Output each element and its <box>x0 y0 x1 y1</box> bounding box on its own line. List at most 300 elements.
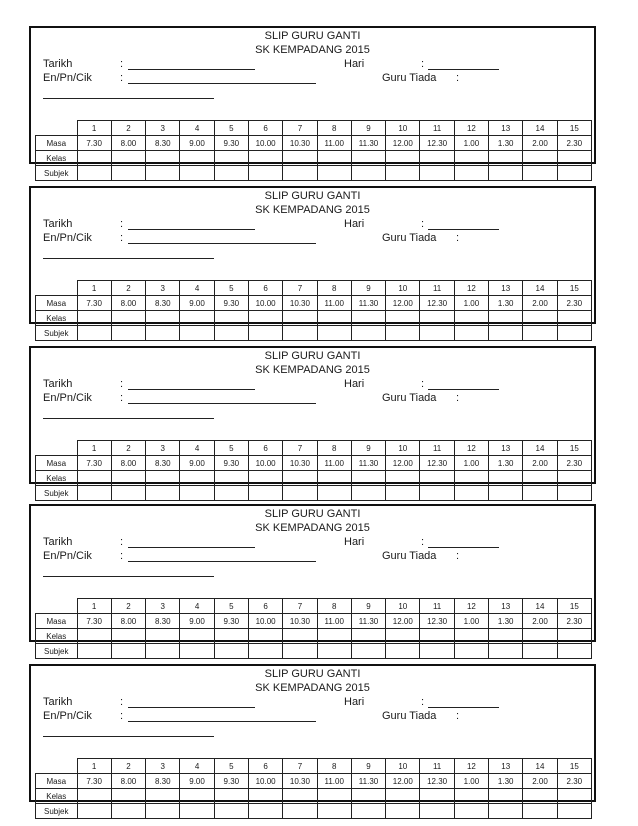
subject-cell[interactable] <box>557 644 591 659</box>
period-time: 2.00 <box>523 296 557 311</box>
subject-cell[interactable] <box>248 326 282 341</box>
class-cell[interactable] <box>283 151 317 166</box>
class-cell[interactable] <box>248 789 282 804</box>
time-row-label: Masa <box>36 136 78 151</box>
period-number: 6 <box>248 281 282 296</box>
substitute-slip-4 <box>29 504 596 656</box>
subject-cell[interactable] <box>489 644 523 659</box>
absent-teacher-label: Guru Tiada <box>382 72 437 84</box>
subject-cell[interactable] <box>180 166 214 181</box>
subject-cell[interactable] <box>523 326 557 341</box>
subject-cell[interactable] <box>420 644 454 659</box>
period-time: 8.00 <box>111 296 145 311</box>
class-cell[interactable] <box>489 629 523 644</box>
subject-cell[interactable] <box>283 644 317 659</box>
day-colon: : <box>421 58 425 70</box>
period-time: 1.30 <box>489 136 523 151</box>
period-time: 11.30 <box>351 614 385 629</box>
subject-cell[interactable] <box>283 326 317 341</box>
name-label: En/Pn/Cik <box>43 72 92 84</box>
subject-cell[interactable] <box>283 804 317 819</box>
time-row <box>36 296 592 311</box>
class-cell[interactable] <box>214 311 248 326</box>
period-number: 9 <box>351 599 385 614</box>
class-cell[interactable] <box>557 311 591 326</box>
subject-cell[interactable] <box>283 166 317 181</box>
class-cell[interactable] <box>317 471 351 486</box>
subject-cell[interactable] <box>351 486 385 501</box>
subject-cell[interactable] <box>77 486 111 501</box>
day-label: Hari <box>344 536 365 548</box>
class-cell[interactable] <box>180 311 214 326</box>
date-label: Tarikh <box>43 218 73 230</box>
period-time: 12.30 <box>420 296 454 311</box>
subject-cell[interactable] <box>77 326 111 341</box>
subject-cell[interactable] <box>386 644 420 659</box>
period-time: 9.30 <box>214 774 248 789</box>
period-number: 10 <box>386 121 420 136</box>
subject-cell[interactable] <box>523 486 557 501</box>
absent-teacher-label: Guru Tiada <box>382 232 437 244</box>
period-time: 12.30 <box>420 136 454 151</box>
date-label: Tarikh <box>43 696 73 708</box>
class-row <box>36 629 592 644</box>
class-cell[interactable] <box>111 311 145 326</box>
name-field[interactable] <box>128 561 316 562</box>
date-field[interactable] <box>128 547 255 548</box>
period-number: 2 <box>111 441 145 456</box>
subject-cell[interactable] <box>351 644 385 659</box>
subject-cell[interactable] <box>77 166 111 181</box>
class-row-label: Kelas <box>36 151 78 166</box>
period-number: 4 <box>180 759 214 774</box>
class-cell[interactable] <box>489 311 523 326</box>
class-cell[interactable] <box>489 471 523 486</box>
subject-cell[interactable] <box>146 486 180 501</box>
subject-cell[interactable] <box>420 326 454 341</box>
period-number: 12 <box>454 759 488 774</box>
subject-cell[interactable] <box>523 644 557 659</box>
period-time: 12.00 <box>386 136 420 151</box>
name-colon: : <box>120 232 124 244</box>
period-number: 13 <box>489 441 523 456</box>
subject-cell[interactable] <box>77 804 111 819</box>
class-cell[interactable] <box>523 789 557 804</box>
class-cell[interactable] <box>317 789 351 804</box>
class-cell[interactable] <box>557 151 591 166</box>
class-cell[interactable] <box>523 471 557 486</box>
class-cell[interactable] <box>146 311 180 326</box>
period-number: 13 <box>489 759 523 774</box>
period-number: 2 <box>111 599 145 614</box>
period-time: 9.30 <box>214 456 248 471</box>
subject-cell[interactable] <box>111 644 145 659</box>
subject-cell[interactable] <box>386 804 420 819</box>
subject-cell[interactable] <box>557 326 591 341</box>
time-row <box>36 774 592 789</box>
subject-cell[interactable] <box>454 486 488 501</box>
subject-cell[interactable] <box>420 804 454 819</box>
period-time: 11.30 <box>351 774 385 789</box>
class-row <box>36 151 592 166</box>
period-time: 12.30 <box>420 774 454 789</box>
period-time: 1.00 <box>454 774 488 789</box>
class-cell[interactable] <box>489 789 523 804</box>
period-number: 4 <box>180 441 214 456</box>
period-time: 8.30 <box>146 774 180 789</box>
period-time: 11.00 <box>317 614 351 629</box>
slip-title: SLIP GURU GANTI <box>264 30 361 42</box>
subject-cell[interactable] <box>454 644 488 659</box>
subject-cell[interactable] <box>248 486 282 501</box>
subject-row-label: Subjek <box>36 644 78 659</box>
class-cell[interactable] <box>420 151 454 166</box>
class-cell[interactable] <box>420 311 454 326</box>
time-row <box>36 136 592 151</box>
subject-cell[interactable] <box>557 166 591 181</box>
subject-cell[interactable] <box>248 804 282 819</box>
period-time: 2.30 <box>557 136 591 151</box>
absent-teacher-field[interactable] <box>43 736 214 737</box>
period-number: 3 <box>146 599 180 614</box>
absent-teacher-label: Guru Tiada <box>382 392 437 404</box>
class-cell[interactable] <box>283 471 317 486</box>
subject-cell[interactable] <box>557 804 591 819</box>
period-number: 12 <box>454 281 488 296</box>
subject-cell[interactable] <box>111 804 145 819</box>
school-name: SK KEMPADANG 2015 <box>255 682 370 694</box>
class-cell[interactable] <box>146 629 180 644</box>
class-cell[interactable] <box>557 471 591 486</box>
timetable-grid <box>35 758 592 819</box>
period-time: 9.00 <box>180 614 214 629</box>
period-number: 4 <box>180 281 214 296</box>
substitute-slip-5 <box>29 664 596 816</box>
name-colon: : <box>120 550 124 562</box>
class-cell[interactable] <box>386 151 420 166</box>
period-number: 5 <box>214 121 248 136</box>
class-row <box>36 471 592 486</box>
subject-cell[interactable] <box>180 326 214 341</box>
name-label: En/Pn/Cik <box>43 392 92 404</box>
period-number: 11 <box>420 759 454 774</box>
class-cell[interactable] <box>454 151 488 166</box>
period-time: 11.30 <box>351 456 385 471</box>
class-cell[interactable] <box>386 471 420 486</box>
absent-teacher-label: Guru Tiada <box>382 710 437 722</box>
period-number: 11 <box>420 441 454 456</box>
timetable-grid <box>35 440 592 501</box>
class-cell[interactable] <box>351 151 385 166</box>
subject-cell[interactable] <box>489 486 523 501</box>
class-cell[interactable] <box>214 629 248 644</box>
subject-cell[interactable] <box>111 166 145 181</box>
class-row-label: Kelas <box>36 311 78 326</box>
period-time: 7.30 <box>77 296 111 311</box>
absent-teacher-colon: : <box>456 72 460 84</box>
period-number: 13 <box>489 281 523 296</box>
class-cell[interactable] <box>214 471 248 486</box>
period-number: 13 <box>489 599 523 614</box>
name-label: En/Pn/Cik <box>43 710 92 722</box>
period-time: 12.00 <box>386 296 420 311</box>
name-field[interactable] <box>128 243 316 244</box>
class-cell[interactable] <box>351 789 385 804</box>
day-field[interactable] <box>428 229 499 230</box>
period-time: 1.30 <box>489 614 523 629</box>
absent-teacher-field[interactable] <box>43 418 214 419</box>
class-cell[interactable] <box>386 789 420 804</box>
class-cell[interactable] <box>111 789 145 804</box>
name-field[interactable] <box>128 83 316 84</box>
class-cell[interactable] <box>420 789 454 804</box>
period-number: 8 <box>317 441 351 456</box>
class-cell[interactable] <box>283 789 317 804</box>
period-number: 3 <box>146 441 180 456</box>
slip-title: SLIP GURU GANTI <box>264 508 361 520</box>
period-number: 12 <box>454 599 488 614</box>
class-cell[interactable] <box>248 629 282 644</box>
period-number: 5 <box>214 599 248 614</box>
class-cell[interactable] <box>557 789 591 804</box>
subject-cell[interactable] <box>214 326 248 341</box>
subject-cell[interactable] <box>523 166 557 181</box>
class-cell[interactable] <box>283 629 317 644</box>
period-number: 8 <box>317 759 351 774</box>
class-cell[interactable] <box>489 151 523 166</box>
date-field[interactable] <box>128 389 255 390</box>
date-label: Tarikh <box>43 536 73 548</box>
subject-cell[interactable] <box>146 644 180 659</box>
subject-cell[interactable] <box>489 804 523 819</box>
date-field[interactable] <box>128 707 255 708</box>
period-time: 10.00 <box>248 614 282 629</box>
subject-cell[interactable] <box>454 326 488 341</box>
period-number: 5 <box>214 759 248 774</box>
subject-cell[interactable] <box>489 326 523 341</box>
class-cell[interactable] <box>454 629 488 644</box>
class-cell[interactable] <box>214 151 248 166</box>
subject-cell[interactable] <box>214 166 248 181</box>
period-number: 12 <box>454 121 488 136</box>
subject-cell[interactable] <box>420 166 454 181</box>
subject-cell[interactable] <box>351 326 385 341</box>
class-cell[interactable] <box>454 471 488 486</box>
corner-cell <box>36 281 78 296</box>
class-cell[interactable] <box>420 471 454 486</box>
period-number: 7 <box>283 759 317 774</box>
class-cell[interactable] <box>317 629 351 644</box>
subject-cell[interactable] <box>248 166 282 181</box>
class-cell[interactable] <box>386 629 420 644</box>
name-label: En/Pn/Cik <box>43 232 92 244</box>
subject-cell[interactable] <box>248 644 282 659</box>
period-time: 1.00 <box>454 614 488 629</box>
class-cell[interactable] <box>454 789 488 804</box>
class-cell[interactable] <box>180 471 214 486</box>
subject-cell[interactable] <box>146 166 180 181</box>
period-time: 8.00 <box>111 614 145 629</box>
period-time: 10.00 <box>248 456 282 471</box>
subject-cell[interactable] <box>317 486 351 501</box>
name-field[interactable] <box>128 721 316 722</box>
period-number: 10 <box>386 599 420 614</box>
substitute-slip-3 <box>29 346 596 498</box>
period-number: 7 <box>283 599 317 614</box>
class-cell[interactable] <box>146 471 180 486</box>
subject-cell[interactable] <box>180 804 214 819</box>
school-name: SK KEMPADANG 2015 <box>255 204 370 216</box>
subject-cell[interactable] <box>454 166 488 181</box>
class-cell[interactable] <box>557 629 591 644</box>
subject-cell[interactable] <box>214 486 248 501</box>
period-time: 8.00 <box>111 774 145 789</box>
corner-cell <box>36 121 78 136</box>
day-field[interactable] <box>428 707 499 708</box>
subject-cell[interactable] <box>214 644 248 659</box>
class-cell[interactable] <box>111 471 145 486</box>
period-time: 2.30 <box>557 296 591 311</box>
subject-cell[interactable] <box>146 326 180 341</box>
period-number: 3 <box>146 121 180 136</box>
date-colon: : <box>120 218 124 230</box>
subject-cell[interactable] <box>146 804 180 819</box>
class-cell[interactable] <box>111 151 145 166</box>
day-field[interactable] <box>428 389 499 390</box>
period-number: 11 <box>420 281 454 296</box>
period-row <box>36 599 592 614</box>
name-label: En/Pn/Cik <box>43 550 92 562</box>
period-number: 11 <box>420 599 454 614</box>
class-cell[interactable] <box>180 151 214 166</box>
period-number: 6 <box>248 759 282 774</box>
class-cell[interactable] <box>248 311 282 326</box>
subject-cell[interactable] <box>111 486 145 501</box>
period-row <box>36 121 592 136</box>
period-time: 8.30 <box>146 456 180 471</box>
day-label: Hari <box>344 218 365 230</box>
class-cell[interactable] <box>214 789 248 804</box>
period-time: 2.00 <box>523 136 557 151</box>
day-field[interactable] <box>428 547 499 548</box>
absent-teacher-colon: : <box>456 392 460 404</box>
class-cell[interactable] <box>351 629 385 644</box>
class-row-label: Kelas <box>36 789 78 804</box>
class-cell[interactable] <box>77 151 111 166</box>
class-cell[interactable] <box>523 311 557 326</box>
corner-cell <box>36 599 78 614</box>
class-cell[interactable] <box>77 311 111 326</box>
class-cell[interactable] <box>248 151 282 166</box>
subject-cell[interactable] <box>317 644 351 659</box>
class-cell[interactable] <box>317 311 351 326</box>
period-number: 8 <box>317 281 351 296</box>
period-number: 6 <box>248 121 282 136</box>
subject-cell[interactable] <box>557 486 591 501</box>
subject-cell[interactable] <box>489 166 523 181</box>
day-colon: : <box>421 696 425 708</box>
subject-cell[interactable] <box>214 804 248 819</box>
subject-cell[interactable] <box>317 166 351 181</box>
period-time: 10.00 <box>248 296 282 311</box>
date-colon: : <box>120 378 124 390</box>
class-cell[interactable] <box>351 311 385 326</box>
subject-cell[interactable] <box>386 166 420 181</box>
slip-title: SLIP GURU GANTI <box>264 190 361 202</box>
subject-cell[interactable] <box>454 804 488 819</box>
class-cell[interactable] <box>180 629 214 644</box>
subject-cell[interactable] <box>351 166 385 181</box>
subject-cell[interactable] <box>111 326 145 341</box>
period-time: 7.30 <box>77 136 111 151</box>
slip-title: SLIP GURU GANTI <box>264 350 361 362</box>
class-cell[interactable] <box>248 471 282 486</box>
subject-cell[interactable] <box>420 486 454 501</box>
period-time: 2.30 <box>557 456 591 471</box>
subject-cell[interactable] <box>523 804 557 819</box>
period-time: 12.30 <box>420 456 454 471</box>
class-cell[interactable] <box>351 471 385 486</box>
class-cell[interactable] <box>146 151 180 166</box>
period-time: 2.30 <box>557 774 591 789</box>
class-cell[interactable] <box>386 311 420 326</box>
subject-cell[interactable] <box>77 644 111 659</box>
period-number: 14 <box>523 121 557 136</box>
date-field[interactable] <box>128 69 255 70</box>
subject-cell[interactable] <box>386 326 420 341</box>
period-number: 7 <box>283 281 317 296</box>
subject-cell[interactable] <box>351 804 385 819</box>
class-cell[interactable] <box>77 789 111 804</box>
class-cell[interactable] <box>146 789 180 804</box>
period-time: 1.30 <box>489 456 523 471</box>
period-number: 15 <box>557 281 591 296</box>
date-field[interactable] <box>128 229 255 230</box>
period-time: 2.00 <box>523 774 557 789</box>
class-cell[interactable] <box>77 471 111 486</box>
subject-cell[interactable] <box>180 486 214 501</box>
period-number: 14 <box>523 281 557 296</box>
day-field[interactable] <box>428 69 499 70</box>
period-time: 8.30 <box>146 296 180 311</box>
subject-cell[interactable] <box>317 804 351 819</box>
subject-cell[interactable] <box>317 326 351 341</box>
class-cell[interactable] <box>180 789 214 804</box>
subject-row-label: Subjek <box>36 804 78 819</box>
class-cell[interactable] <box>523 629 557 644</box>
day-colon: : <box>421 536 425 548</box>
subject-cell[interactable] <box>283 486 317 501</box>
name-field[interactable] <box>128 403 316 404</box>
absent-teacher-field[interactable] <box>43 258 214 259</box>
period-number: 3 <box>146 281 180 296</box>
period-number: 1 <box>77 599 111 614</box>
subject-cell[interactable] <box>386 486 420 501</box>
class-cell[interactable] <box>111 629 145 644</box>
class-cell[interactable] <box>523 151 557 166</box>
class-cell[interactable] <box>454 311 488 326</box>
class-cell[interactable] <box>77 629 111 644</box>
absent-teacher-field[interactable] <box>43 576 214 577</box>
period-number: 4 <box>180 121 214 136</box>
class-cell[interactable] <box>283 311 317 326</box>
absent-teacher-field[interactable] <box>43 98 214 99</box>
subject-row <box>36 644 592 659</box>
class-cell[interactable] <box>420 629 454 644</box>
subject-cell[interactable] <box>180 644 214 659</box>
class-cell[interactable] <box>317 151 351 166</box>
class-row-label: Kelas <box>36 629 78 644</box>
